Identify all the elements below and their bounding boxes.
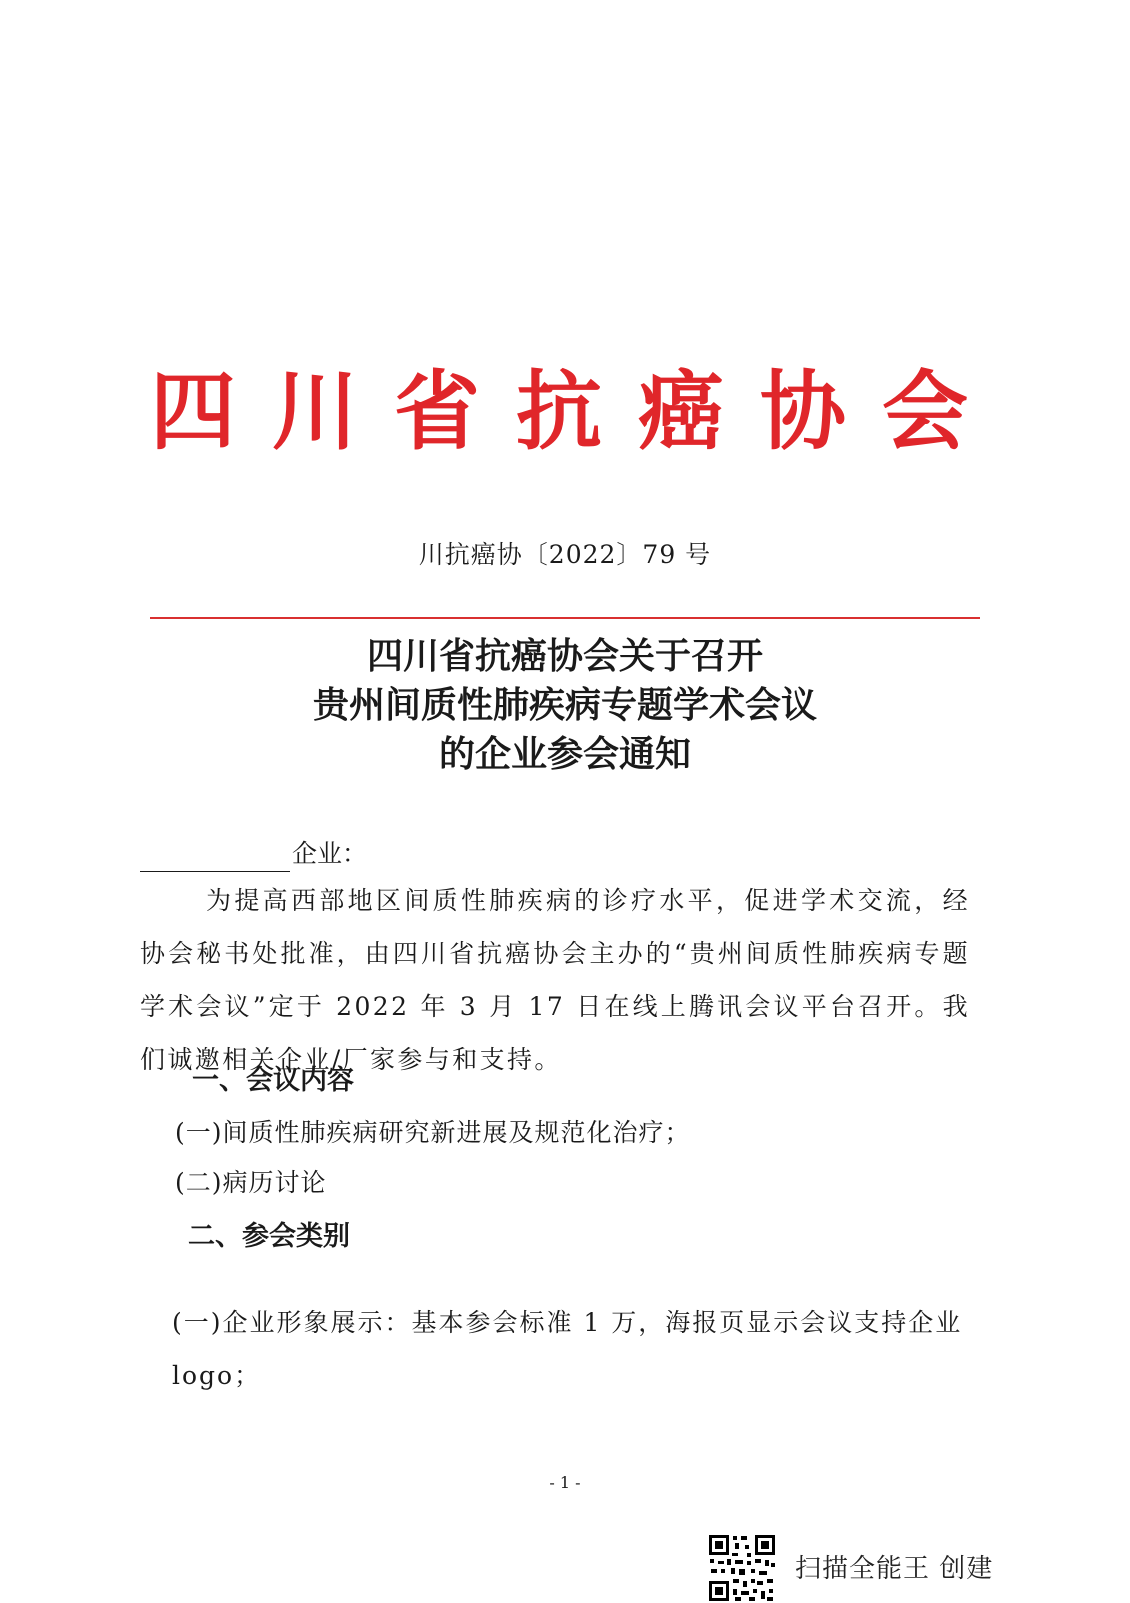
list-item: (一)间质性肺疾病研究新进展及规范化治疗； bbox=[175, 1118, 691, 1147]
list-item: (一)企业形象展示：基本参会标准 1 万，海报页显示会议支持企业 logo； bbox=[172, 1308, 963, 1390]
notice-title-line: 四川省抗癌协会关于召开 bbox=[366, 636, 763, 677]
salutation bbox=[140, 836, 367, 872]
salutation-suffix: 企业： bbox=[292, 839, 368, 868]
company-name-blank bbox=[140, 845, 290, 872]
section-heading: 二、参会类别 bbox=[188, 1221, 350, 1252]
intro-paragraph: 为提高西部地区间质性肺疾病的诊疗水平，促进学术交流，经协会秘书处批准，由四川省抗癌协会主办的“贵州间质性肺疾病专题学术会议”定于 2022 年 3 月 17 日在线上腾讯会议平台召开。我们诚邀相关企业/厂家参与和支持。 bbox=[140, 886, 970, 1074]
page-number: - 1 - bbox=[549, 1473, 581, 1492]
document-number: 川抗癌协〔2022〕79 号 bbox=[418, 540, 712, 569]
notice-title-line: 的企业参会通知 bbox=[438, 734, 691, 775]
letterhead-org-name: 四川省抗癌协会 bbox=[150, 362, 1004, 462]
notice-title bbox=[0, 632, 1130, 779]
notice-title-line: 贵州间质性肺疾病专题学术会议 bbox=[312, 685, 817, 726]
section-heading: 一、会议内容 bbox=[192, 1065, 354, 1096]
scanner-watermark bbox=[707, 1531, 1007, 1601]
letterhead-divider bbox=[150, 617, 980, 619]
qr-code-icon bbox=[707, 1533, 777, 1603]
list-item: (二)病历讨论 bbox=[175, 1168, 327, 1197]
scanner-label: 扫描全能王 创建 bbox=[795, 1554, 994, 1584]
